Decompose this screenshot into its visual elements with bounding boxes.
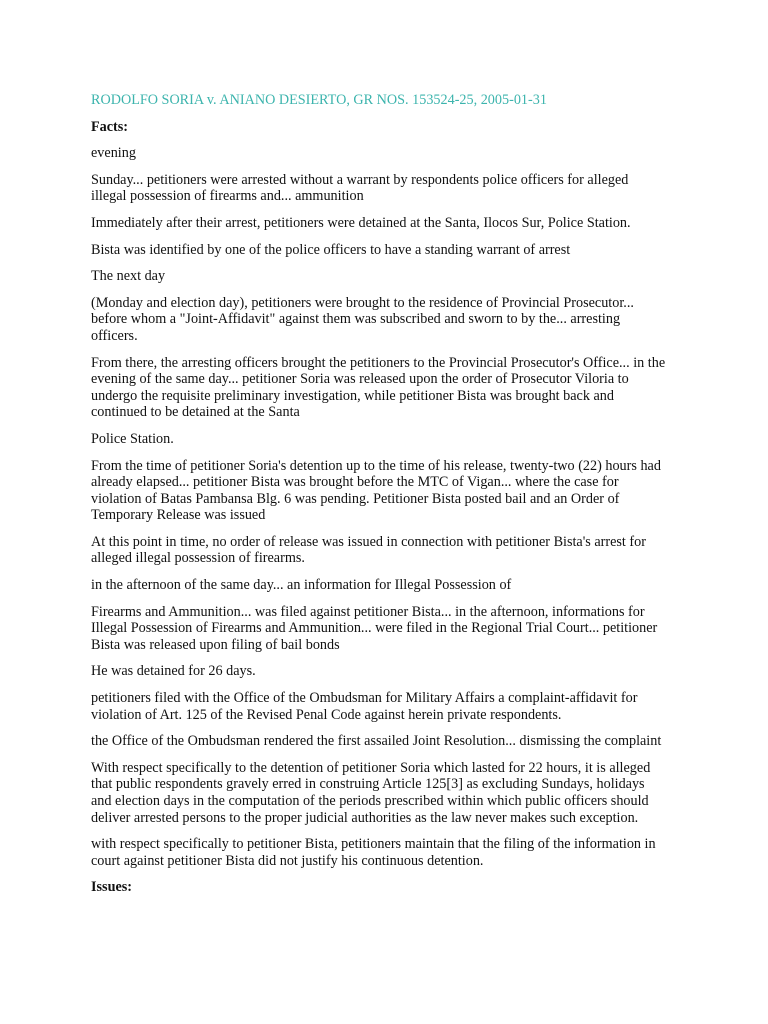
- facts-paragraph: The next day: [91, 268, 166, 285]
- facts-paragraph: Firearms and Ammunition... was filed against petitioner Bista... in the afternoon, informations for Illegal Possession of Firearms and Ammunition... were filed in the Regional Trial Court... petitioner Bista was released upon filing of bail bonds: [91, 603, 658, 653]
- case-title: RODOLFO SORIA v. ANIANO DESIERTO, GR NOS. 153524-25, 2005-01-31: [91, 92, 547, 108]
- facts-paragraph: He was detained for 26 days.: [91, 663, 256, 680]
- facts-paragraph: Bista was identified by one of the police officers to have a standing warrant of arrest: [91, 241, 571, 258]
- facts-paragraph: (Monday and election day), petitioners were brought to the residence of Provincial Prosecutor... before whom a "Joint-Affidavit" against them was subscribed and sworn to by the... arresting officers.: [91, 294, 634, 344]
- facts-paragraph: the Office of the Ombudsman rendered the first assailed Joint Resolution... dismissing the complaint: [91, 733, 662, 750]
- facts-paragraph: Sunday... petitioners were arrested without a warrant by respondents police officers for alleged illegal possession of firearms and... ammunition: [91, 171, 629, 205]
- facts-paragraph: in the afternoon of the same day... an information for Illegal Possession of: [91, 577, 512, 594]
- document-page: [91, 92, 691, 906]
- facts-paragraph: Immediately after their arrest, petitioners were detained at the Santa, Ilocos Sur, Police Station.: [91, 214, 631, 231]
- facts-paragraph: With respect specifically to the detention of petitioner Soria which lasted for 22 hours, it is alleged that public respondents gravely erred in construing Article 125[3] as excluding Sundays, holidays and election days in the computation of the periods prescribed within which public officers should deliver arrested persons to the proper judicial authorities as the law never makes such exception.: [91, 759, 651, 826]
- facts-paragraph: From the time of petitioner Soria's detention up to the time of his release, twenty-two (22) hours had already elapsed... petitioner Bista was brought before the MTC of Vigan... where the case for violation of Batas Pambansa Blg. 6 was pending. Petitioner Bista posted bail and an Order of Temporary Release was issued: [91, 457, 661, 524]
- facts-paragraph: evening: [91, 145, 136, 162]
- facts-paragraph: petitioners filed with the Office of the Ombudsman for Military Affairs a complaint-affidavit for violation of Art. 125 of the Revised Penal Code against herein private respondents.: [91, 690, 638, 723]
- issues-heading: Issues:: [91, 879, 132, 896]
- facts-paragraph: From there, the arresting officers brought the petitioners to the Provincial Prosecutor's Office... in the evening of the same day... petitioner Soria was released upon the order of Prosecutor Viloria to undergo the requisite preliminary investigation, while petitioner Bista was brought back and continued to be detained at the Santa: [91, 354, 666, 421]
- facts-paragraph: At this point in time, no order of release was issued in connection with petitioner Bista's arrest for alleged illegal possession of firearms.: [91, 533, 646, 567]
- facts-paragraph: with respect specifically to petitioner Bista, petitioners maintain that the filing of the information in court against petitioner Bista did not justify his continuous detention.: [91, 836, 656, 869]
- facts-heading: Facts:: [91, 118, 129, 135]
- facts-paragraph: Police Station.: [91, 430, 174, 447]
